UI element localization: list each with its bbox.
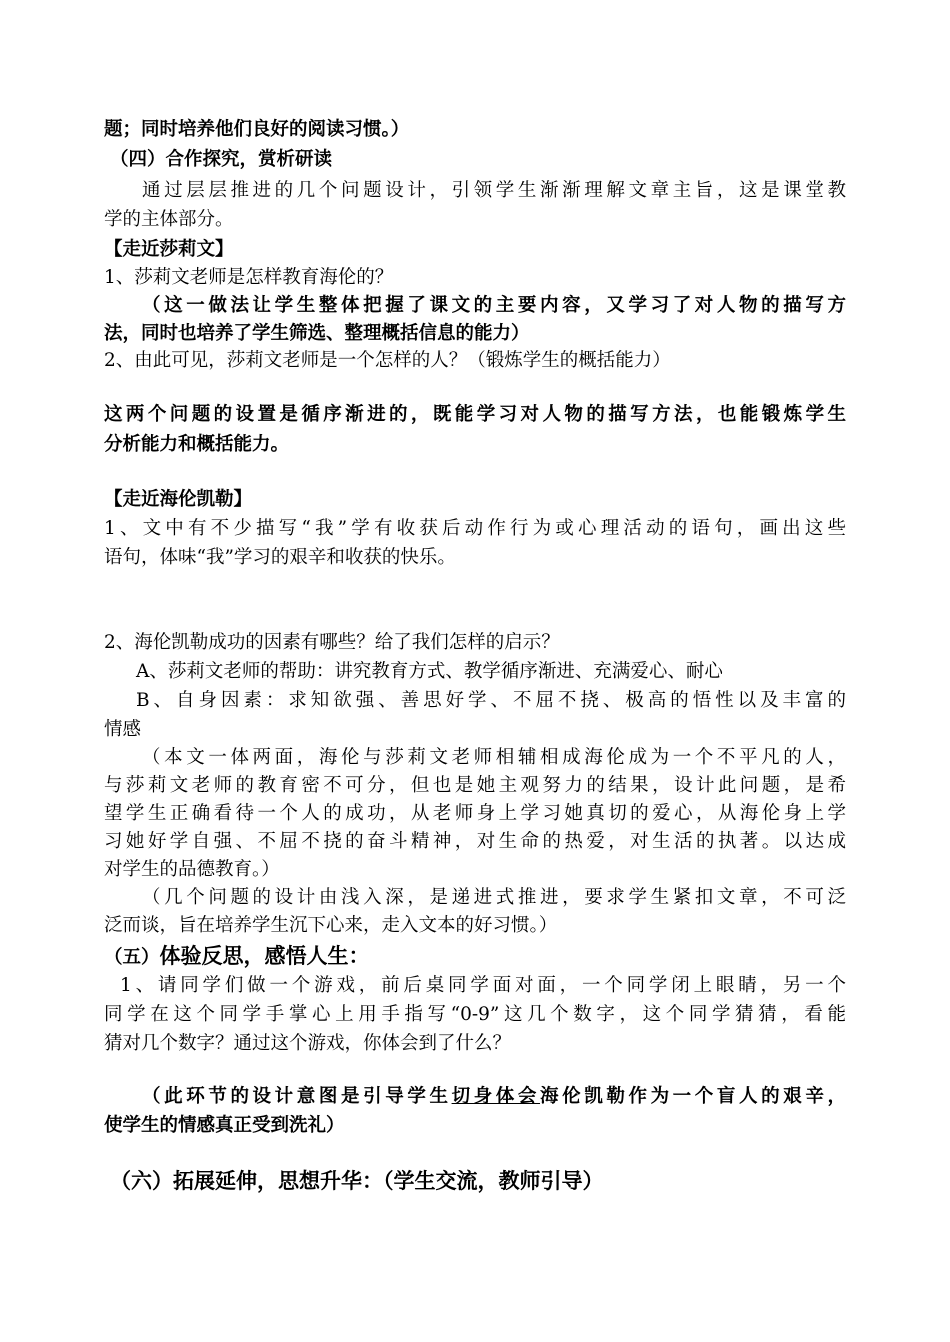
design-note: 法，同时也培养了学生筛选、整理概括信息的能力） [104, 323, 530, 344]
summary-note: 分析能力和概括能力。 [104, 434, 290, 455]
design-note: 对学生的品德教育。） [104, 859, 280, 880]
activity-line: 猜对几个数字？通过这个游戏，你体会到了什么？ [104, 1033, 512, 1054]
design-note: 习她好学自强、不屈不挠的奋斗精神，对生命的热爱，对生活的执著。以达成 [104, 831, 846, 852]
section-heading-6: （六）拓展延伸，思想升华：（学生交流，教师引导） [110, 1169, 604, 1193]
section-heading-5 [104, 941, 846, 973]
underlined-phrase: 切身体会 [451, 1086, 541, 1107]
question-2: 2、由此可见，莎莉文老师是一个怎样的人？（锻炼学生的概括能力） [104, 350, 671, 371]
activity-line: 1、请同学们做一个游戏，前后桌同学面对面，一个同学闭上眼睛，另一个 [120, 975, 846, 996]
paragraph-line: 1、文中有不少描写“我”学有收获后动作行为或心理活动的语句，画出这些 [104, 518, 846, 539]
summary-note: 这两个问题的设置是循序渐进的，既能学习对人物的描写方法，也能锻炼学生 [104, 404, 846, 425]
design-note-text: 海伦凯勒作为一个盲人的艰辛， [540, 1086, 846, 1107]
design-note: （这一做法让学生整体把握了课文的主要内容，又学习了对人物的描写方 [142, 295, 846, 316]
subsection-heading-sullivan: 【走近莎莉文】 [104, 239, 234, 260]
answer-b: 情感 [104, 719, 142, 740]
section-heading-4: （四）合作探究，赏析研读 [110, 149, 333, 170]
design-note: 望学生正确看待一个人的成功，从老师身上学习她真切的爱心，从海伦身上学 [104, 803, 846, 824]
paragraph-line: 学的主体部分。 [104, 209, 234, 230]
design-note [142, 1082, 846, 1112]
paragraph-line: 题；同时培养他们良好的阅读习惯。） [104, 119, 410, 140]
design-note: 使学生的情感真正受到洗礼） [104, 1115, 345, 1136]
question-1: 1、莎莉文老师是怎样教育海伦的？ [104, 267, 394, 288]
design-note: 泛而谈，旨在培养学生沉下心来，走入文本的好习惯。） [104, 915, 558, 936]
question-line: 2、海伦凯勒成功的因素有哪些？给了我们怎样的启示？ [104, 632, 560, 653]
design-note: （本文一体两面，海伦与莎莉文老师相辅相成海伦成为一个不平凡的人， [142, 747, 846, 768]
design-note: （几个问题的设计由浅入深，是递进式推进，要求学生紧扣文章，不可泛 [142, 887, 846, 908]
design-note: 与莎莉文老师的教育密不可分，但也是她主观努力的结果，设计此问题，是希 [104, 775, 846, 796]
paragraph-line: 通过层层推进的几个问题设计，引领学生渐渐理解文章主旨，这是课堂教 [142, 180, 846, 201]
design-note-text: （此环节的设计意图是引导学生 [142, 1086, 452, 1107]
answer-b: B、自身因素：求知欲强、善思好学、不屈不挠、极高的悟性以及丰富的 [136, 690, 846, 711]
subsection-heading-keller: 【走近海伦凯勒】 [104, 489, 253, 510]
section-title: 体验反思，感悟人生： [159, 944, 370, 968]
answer-a: A、莎莉文老师的帮助：讲究教育方式、教学循序渐进、充满爱心、耐心 [136, 661, 723, 682]
paragraph-line: 语句，体味“我”学习的艰辛和收获的快乐。 [104, 547, 456, 568]
section-number: （五） [104, 947, 160, 968]
activity-line: 同学在这个同学手掌心上用手指写“0-9”这几个数字，这个同学猜猜，看能 [104, 1004, 846, 1025]
